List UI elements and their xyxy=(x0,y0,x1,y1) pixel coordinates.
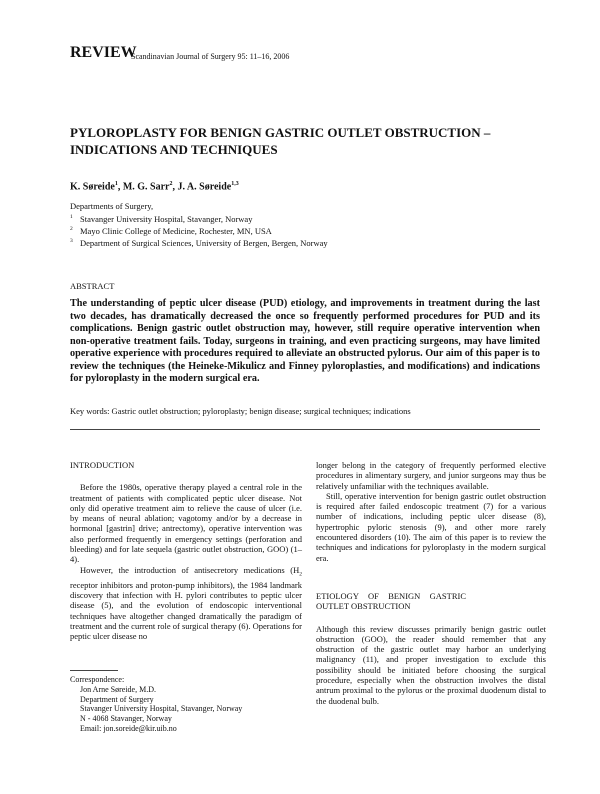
affiliation-text: Stavanger University Hospital, Stavanger, Norway xyxy=(80,213,253,224)
correspondence-label: Correspondence: xyxy=(70,675,125,684)
author-name: K. Søreide xyxy=(70,181,115,193)
affiliation-heading: Departments of Surgery, xyxy=(70,201,154,211)
article-title: PYLOROPLASTY FOR BENIGN GASTRIC OUTLET OBSTRUCTION – INDICATIONS AND TECHNIQUES xyxy=(70,125,491,157)
affiliation-item xyxy=(70,212,328,224)
correspondence-email[interactable]: Email: jon.soreide@kir.uib.no xyxy=(80,723,177,733)
keywords: Key words: Gastric outlet obstruction; pyloroplasty; benign disease; surgical techniques; indications xyxy=(70,406,411,416)
affiliation-sup: 1 xyxy=(70,213,73,220)
paragraph: Although this review discusses primarily benign gastric outlet obstruction (GOO), the reader should remember that any obstruction of the gastric outlet may harbor an underlying malignancy (11), and proper investigation to exclude this possibility should be initiated before choosing the surgical procedure, especially when the obstruction involves the distal antrum proximal to the pylorus or the proximal duodenum distal to the duodenal bulb. xyxy=(316,623,546,706)
section-heading-etiology: ETIOLOGY OF BENIGN GASTRIC OUTLET OBSTRUCTION xyxy=(316,590,466,612)
affiliation-item xyxy=(70,224,328,236)
right-column xyxy=(316,460,546,706)
affiliation-text: Department of Surgical Sciences, University of Bergen, Bergen, Norway xyxy=(80,237,328,248)
journal-citation: Scandinavian Journal of Surgery 95: 11–16, 2006 xyxy=(131,52,290,61)
author-sup: 2 xyxy=(169,181,173,187)
abstract-heading: ABSTRACT xyxy=(70,281,115,291)
abstract-text: The understanding of peptic ulcer disease (PUD) etiology, and improvements in treatment during the last two decades, has dramatically decreased the once so frequently performed procedures for PUD and its complications. Benign gastric outlet obstruction may, however, still require operative intervention when non-operative treatment fails. Today, surgeons in training, and even practicing surgeons, may have limited operative experience with procedures required to alleviate an obstructed pylorus. Our aim of this paper is to review the techniques (the Heineke-Mikulicz and Finney pyloroplasties, and modifications) and indications for pyloroplasty in the modern surgical era. xyxy=(70,298,540,384)
section-heading-introduction: INTRODUCTION xyxy=(70,460,135,470)
text-run: receptor inhibitors and proton-pump inhibitors), the 1984 landmark discovery that infection with H. pylori contributes to peptic ulcer disease (5), and the evolution of endoscopic interventional techniques have altogether changed dramatically the paradigm of treatment and the current role of surgical therapy (6). Operations for peptic ulcer disease no xyxy=(70,579,302,642)
correspondence-block xyxy=(70,670,302,734)
affiliation-item xyxy=(70,236,328,248)
correspondence-line: Jon Arne Søreide, M.D. xyxy=(80,684,156,694)
paragraph xyxy=(70,565,302,642)
affiliation-sup: 3 xyxy=(70,238,73,245)
author-name: M. G. Sarr xyxy=(122,181,170,193)
left-column xyxy=(70,460,302,641)
affiliation-text: Mayo Clinic College of Medicine, Rochester, MN, USA xyxy=(80,225,272,236)
paragraph: Before the 1980s, operative therapy played a central role in the treatment of patients with complicated peptic ulcer disease. Not only did operative treatment aim to relieve the cause of ulcer (i.e. by means of neural ablation; vagotomy and/or by a decrease in hormonal [gastrin] drive; antrectomy), operative intervention was also performed frequently in emergency settings (perforation and bleeding) and for late sequela (gastric outlet obstruction, GOO) (1–4). xyxy=(70,482,302,565)
paragraph: Still, operative intervention for benign gastric outlet obstruction is required after failed endoscopic treatment (7) for a various number of indications, including peptic ulcer disease (8), hypertrophic pyloric stenosis (9), and other more rarely encountered disorders (10). The aim of this paper is to review the techniques and indications for pyloroplasty in the modern surgical era. xyxy=(316,490,546,563)
subscript: 2 xyxy=(299,571,302,578)
correspondence-line: Stavanger University Hospital, Stavanger, Norway xyxy=(80,704,243,714)
affiliation-sup: 2 xyxy=(70,225,73,232)
correspondence-line: Department of Surgery xyxy=(80,694,154,704)
affiliations xyxy=(70,201,328,248)
author-sup: 1 xyxy=(114,181,118,187)
paragraph: longer belong in the category of frequently performed elective procedures in alimentary surgery, and junior surgeons may thus be relatively unfamiliar with the techniques available. xyxy=(316,460,546,491)
author-name: J. A. Søreide xyxy=(177,181,232,193)
section-divider xyxy=(70,429,540,430)
correspondence-line: N - 4068 Stavanger, Norway xyxy=(80,714,172,724)
section-label: REVIEW xyxy=(70,44,137,61)
footnote-rule xyxy=(70,670,118,671)
author-list: K. Søreide$^1$, M. G. Sarr$^2$, J. A. Søreide$^{1,3}$ xyxy=(70,181,239,193)
text-run: However, the introduction of antisecretory medications (H xyxy=(80,564,300,575)
author-sup: 1,3 xyxy=(231,181,239,187)
